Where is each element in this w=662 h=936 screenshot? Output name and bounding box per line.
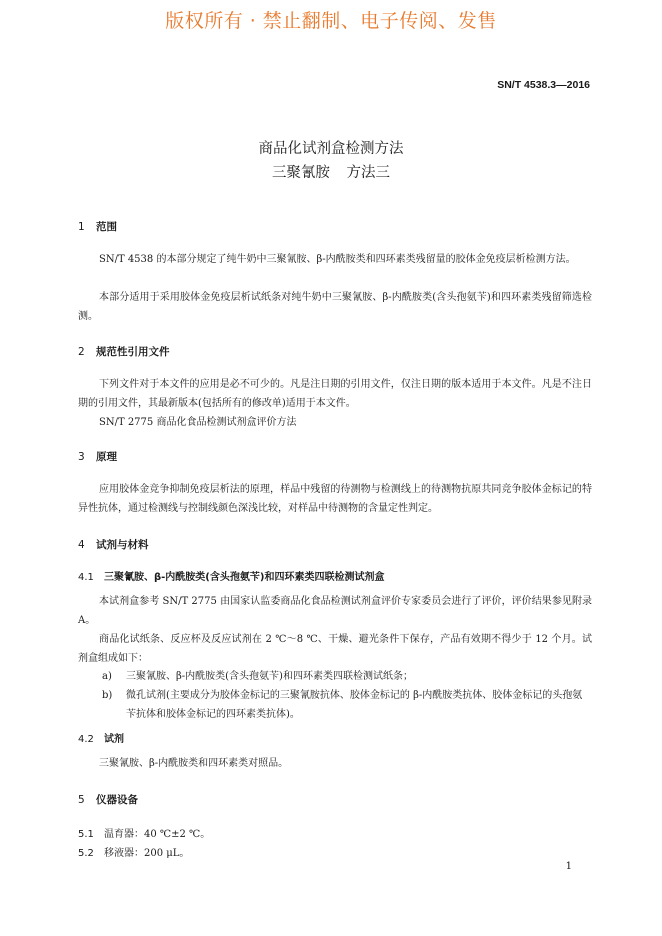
subsection-title: 三聚氰胺、β-内酰胺类(含头孢氨苄)和四环素类四联检测试剂盒 bbox=[104, 572, 385, 583]
section-3-paragraph-1: 应用胶体金竞争抑制免疫层析法的原理，样品中残留的待测物与检测线上的待测物抗原共同竞争胶体金标记的特异性抗体，通过检测线与控制线颜色深浅比较，对样品中待测物的含量定性判定。 bbox=[78, 484, 592, 514]
list-item-b bbox=[102, 686, 592, 724]
document-code: SN/T 4538.3—2016 bbox=[497, 79, 590, 91]
section-5-heading bbox=[78, 792, 138, 807]
section-number: 4 bbox=[78, 539, 85, 551]
list-item-a bbox=[102, 667, 592, 686]
list-marker: b) bbox=[102, 690, 113, 701]
subsection-number: 5.2 bbox=[78, 848, 94, 859]
section-number: 3 bbox=[78, 451, 85, 463]
section-2-heading bbox=[78, 344, 170, 359]
subsection-4-2-heading bbox=[78, 730, 124, 745]
section-number: 1 bbox=[78, 221, 85, 233]
section-title: 仪器设备 bbox=[96, 794, 138, 806]
section-2-paragraph-1: 下列文件对于本文件的应用是必不可少的。凡是注日期的引用文件，仅注日期的版本适用于本文件。凡是不注日期的引用文件，其最新版本(包括所有的修改单)适用于本文件。 bbox=[78, 379, 592, 409]
subsection-number: 4.2 bbox=[78, 734, 94, 745]
subsection-5-2 bbox=[78, 844, 189, 859]
subsection-title: 试剂 bbox=[104, 734, 124, 745]
subsection-text: 移液器：200 μL。 bbox=[104, 848, 190, 859]
subsection-number: 4.1 bbox=[78, 572, 94, 583]
subsection-text: 温育器：40 ℃±2 ℃。 bbox=[104, 829, 211, 840]
subsection-4-1-paragraph-2: 商品化试纸条、反应杯及反应试剂在 2 ℃～8 ℃、干燥、避光条件下保存，产品有效期不得少于 12 个月。试剂盒组成如下： bbox=[78, 634, 592, 664]
section-title: 原理 bbox=[96, 451, 117, 463]
section-3-heading bbox=[78, 449, 117, 464]
list-item-text: 微孔试剂(主要成分为胶体金标记的三聚氰胺抗体、胶体金标记的 β-内酰胺类抗体、胶体金标记的头孢氨苄抗体和胶体金标记的四环素类抗体)。 bbox=[126, 690, 583, 720]
section-1-heading bbox=[78, 219, 117, 234]
subsection-4-2-paragraph-1: 三聚氰胺、β-内酰胺类和四环素类对照品。 bbox=[99, 758, 289, 769]
section-4-heading bbox=[78, 537, 149, 552]
copyright-watermark: 版权所有 · 禁止翻制、电子传阅、发售 bbox=[165, 10, 497, 32]
list-item-text: 三聚氰胺、β-内酰胺类(含头孢氨苄)和四环素类四联检测试纸条； bbox=[126, 671, 413, 682]
section-1-paragraph-1: SN/T 4538 的本部分规定了纯牛奶中三聚氰胺、β-内酰胺类和四环素类残留量的胶体金免疫层析检测方法。 bbox=[99, 254, 576, 265]
page-subtitle: 三聚氰胺 方法三 bbox=[271, 165, 391, 181]
section-number: 5 bbox=[78, 794, 85, 806]
page-title: 商品化试剂盒检测方法 bbox=[258, 141, 404, 157]
section-1-paragraph-2: 本部分适用于采用胶体金免疫层析试纸条对纯牛奶中三聚氰胺、β-内酰胺类(含头孢氨苄)和四环素类残留筛选检测。 bbox=[78, 292, 592, 322]
list-marker: a) bbox=[102, 671, 112, 682]
section-title: 范围 bbox=[96, 221, 117, 233]
section-number: 2 bbox=[78, 346, 85, 358]
subsection-4-1-heading bbox=[78, 568, 384, 583]
section-title: 规范性引用文件 bbox=[96, 346, 170, 358]
subsection-number: 5.1 bbox=[78, 829, 94, 840]
section-title: 试剂与材料 bbox=[96, 539, 149, 551]
page-number: 1 bbox=[565, 861, 572, 872]
section-2-paragraph-2: SN/T 2775 商品化食品检测试剂盒评价方法 bbox=[99, 417, 297, 428]
subsection-4-1-paragraph-1: 本试剂盒参考 SN/T 2775 由国家认监委商品化食品检测试剂盒评价专家委员会进行了评价，评价结果参见附录 A。 bbox=[78, 596, 592, 626]
subsection-5-1 bbox=[78, 825, 210, 840]
